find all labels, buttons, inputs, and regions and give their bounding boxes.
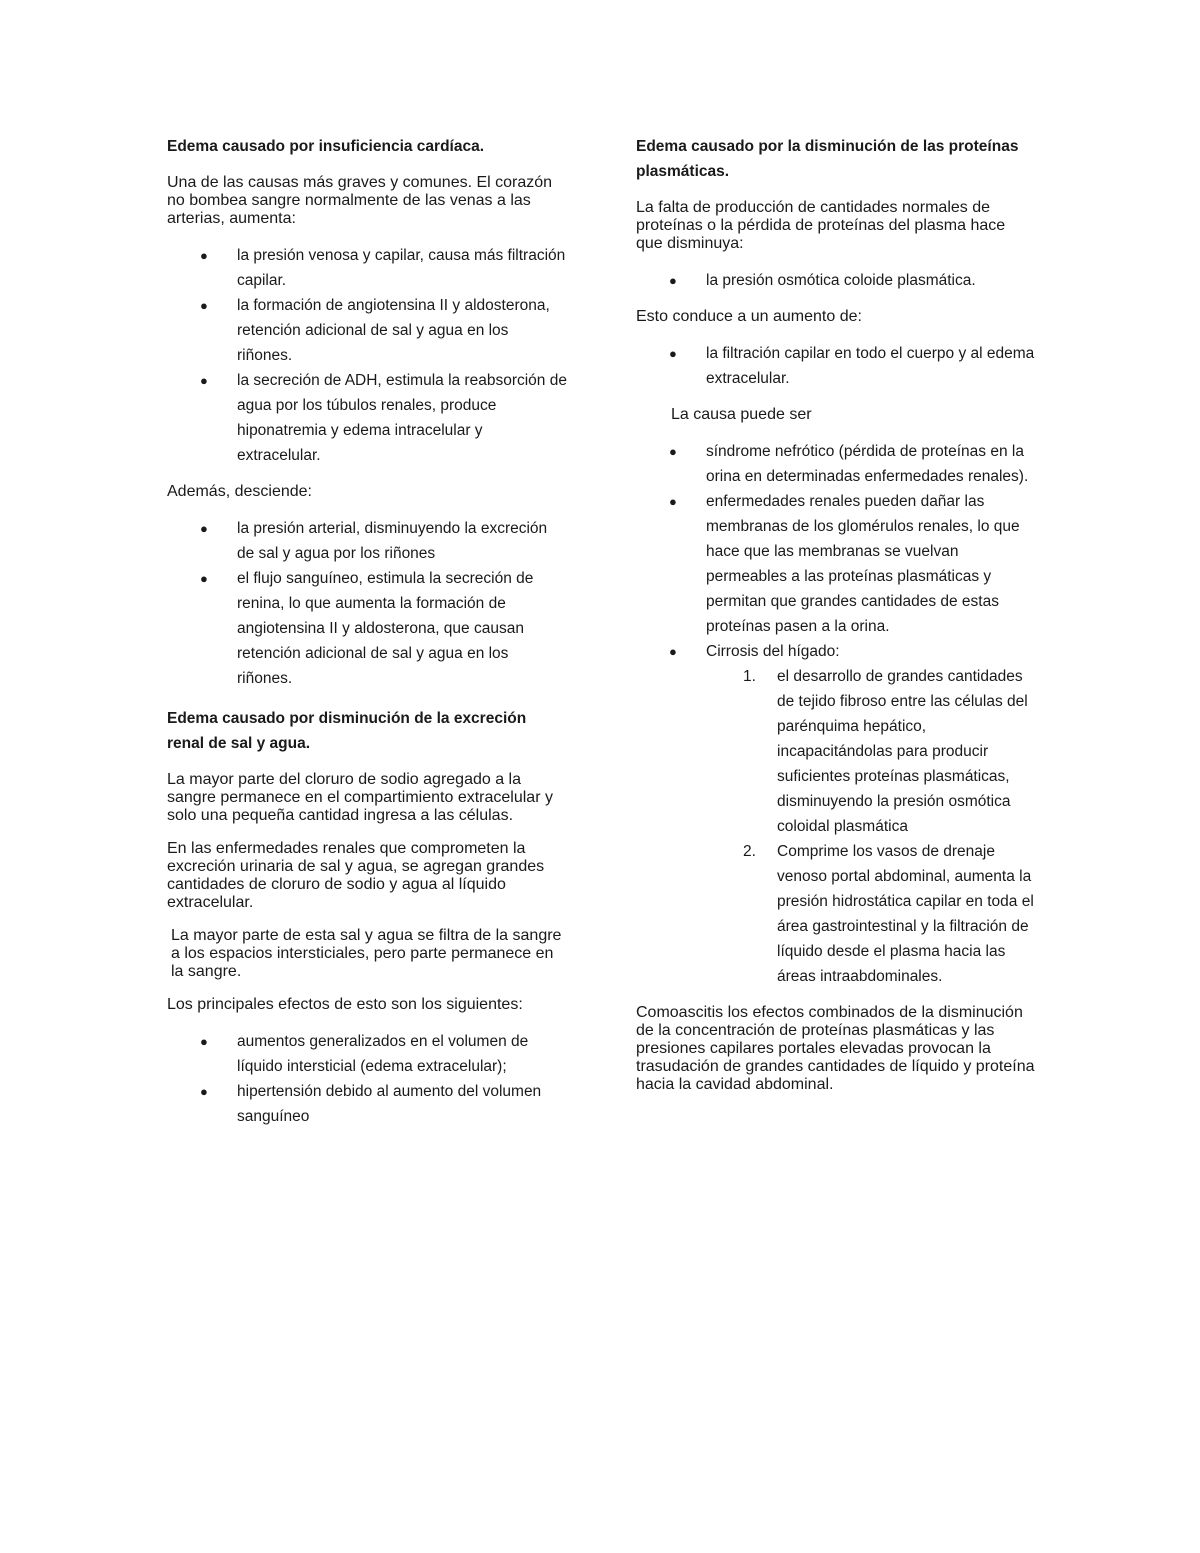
list-item-text: la presión osmótica coloide plasmática. [706, 272, 976, 289]
list-item-text: el flujo sanguíneo, estimula la secreción de renina, lo que aumenta la formación de angiotensina II y aldosterona, que causan retención adicional de sal y agua en los riñones. [237, 570, 534, 687]
list-item-text: la presión arterial, disminuyendo la excreción de sal y agua por los riñones [237, 520, 548, 562]
numbered-list [706, 664, 1036, 989]
paragraph: En las enfermedades renales que comprometen la excreción urinaria de sal y agua, se agregan grandes cantidades de cloruro de sodio y agua al líquido extracelular. [167, 840, 545, 911]
bullet-icon: ● [669, 444, 677, 459]
list-item [636, 341, 1036, 391]
list-item [636, 489, 1036, 639]
paragraph: Esto conduce a un aumento de: [636, 308, 862, 325]
bullet-list [636, 341, 1036, 391]
right-column [636, 134, 1036, 1109]
bullet-icon: ● [200, 1084, 208, 1099]
bullet-list [636, 268, 1036, 293]
numbered-item-text: Comprime los vasos de drenaje venoso portal abdominal, aumenta la presión hidrostática capilar en toda el área gastrointestinal y la filtración de líquido desde el plasma hacia las áreas intraabdominales. [777, 843, 1034, 985]
list-item [167, 1029, 567, 1079]
bullet-icon: ● [200, 521, 208, 536]
numbered-item [706, 839, 1036, 989]
numbered-item-text: el desarrollo de grandes cantidades de tejido fibroso entre las células del parénquima hepático, incapacitándolas para producir suficientes proteínas plasmáticas, disminuyendo la presión osmótica coloidal plasmática [777, 668, 1028, 835]
bullet-icon: ● [200, 248, 208, 263]
list-item [167, 516, 567, 566]
list-item-text: la presión venosa y capilar, causa más filtración capilar. [237, 247, 566, 289]
paragraph: Comoascitis los efectos combinados de la disminución de la concentración de proteínas plasmáticas y las presiones capilares portales elevadas provocan la trasudación de grandes cantidades de líquido y proteína hacia la cavidad abdominal. [636, 1004, 1035, 1093]
paragraph: Una de las causas más graves y comunes. El corazón no bombea sangre normalmente de las venas a las arterias, aumenta: [167, 174, 553, 227]
list-item-text: síndrome nefrótico (pérdida de proteínas en la orina en determinadas enfermedades renales). [706, 443, 1029, 485]
list-item [636, 268, 1036, 293]
bullet-icon: ● [200, 571, 208, 586]
list-item-text: la filtración capilar en todo el cuerpo y al edema extracelular. [706, 345, 1035, 387]
list-item-text: la secreción de ADH, estimula la reabsorción de agua por los túbulos renales, produce hiponatremia y edema intracelular y extracelular. [237, 372, 567, 464]
list-item-text: Cirrosis del hígado: [706, 643, 840, 660]
list-item [167, 243, 567, 293]
bullet-list [167, 516, 567, 691]
bullet-icon: ● [669, 494, 677, 509]
list-item [167, 293, 567, 368]
list-item-text: aumentos generalizados en el volumen de líquido intersticial (edema extracelular); [237, 1033, 529, 1075]
bullet-icon: ● [669, 273, 677, 288]
bullet-icon: ● [200, 373, 208, 388]
list-item [167, 368, 567, 468]
paragraph: Además, desciende: [167, 483, 312, 500]
section-heading-renal-excretion: Edema causado por disminución de la excreción renal de sal y agua. [167, 710, 527, 752]
list-item-text: enfermedades renales pueden dañar las membranas de los glomérulos renales, lo que hace que las membranas se vuelvan permeables a las proteínas plasmáticas y permitan que grandes cantidades de estas proteínas pasen a la orina. [706, 493, 1020, 635]
bullet-list [636, 439, 1036, 989]
item-number: 1. [743, 668, 756, 685]
list-item [167, 566, 567, 691]
left-column [167, 134, 567, 1144]
paragraph: La falta de producción de cantidades normales de proteínas o la pérdida de proteínas del plasma hace que disminuya: [636, 199, 1006, 252]
section-heading-heart-failure: Edema causado por insuficiencia cardíaca. [167, 138, 485, 155]
list-item [636, 439, 1036, 489]
paragraph: La mayor parte del cloruro de sodio agregado a la sangre permanece en el compartimiento extracelular y solo una pequeña cantidad ingresa a las células. [167, 771, 553, 824]
list-item-text: la formación de angiotensina II y aldosterona, retención adicional de sal y agua en los riñones. [237, 297, 550, 364]
paragraph: La mayor parte de esta sal y agua se filtra de la sangre a los espacios intersticiales, pero parte permanece en la sangre. [171, 927, 562, 980]
bullet-icon: ● [669, 644, 677, 659]
list-item [167, 1079, 567, 1129]
list-item-text: hipertensión debido al aumento del volumen sanguíneo [237, 1083, 542, 1125]
paragraph: La causa puede ser [671, 406, 812, 423]
numbered-item [706, 664, 1036, 839]
bullet-icon: ● [200, 298, 208, 313]
list-item [636, 639, 1036, 989]
bullet-icon: ● [669, 346, 677, 361]
bullet-list [167, 243, 567, 468]
bullet-list [167, 1029, 567, 1129]
item-number: 2. [743, 843, 756, 860]
paragraph: Los principales efectos de esto son los siguientes: [167, 996, 523, 1013]
bullet-icon: ● [200, 1034, 208, 1049]
section-heading-plasma-proteins: Edema causado por la disminución de las proteínas plasmáticas. [636, 138, 1019, 180]
